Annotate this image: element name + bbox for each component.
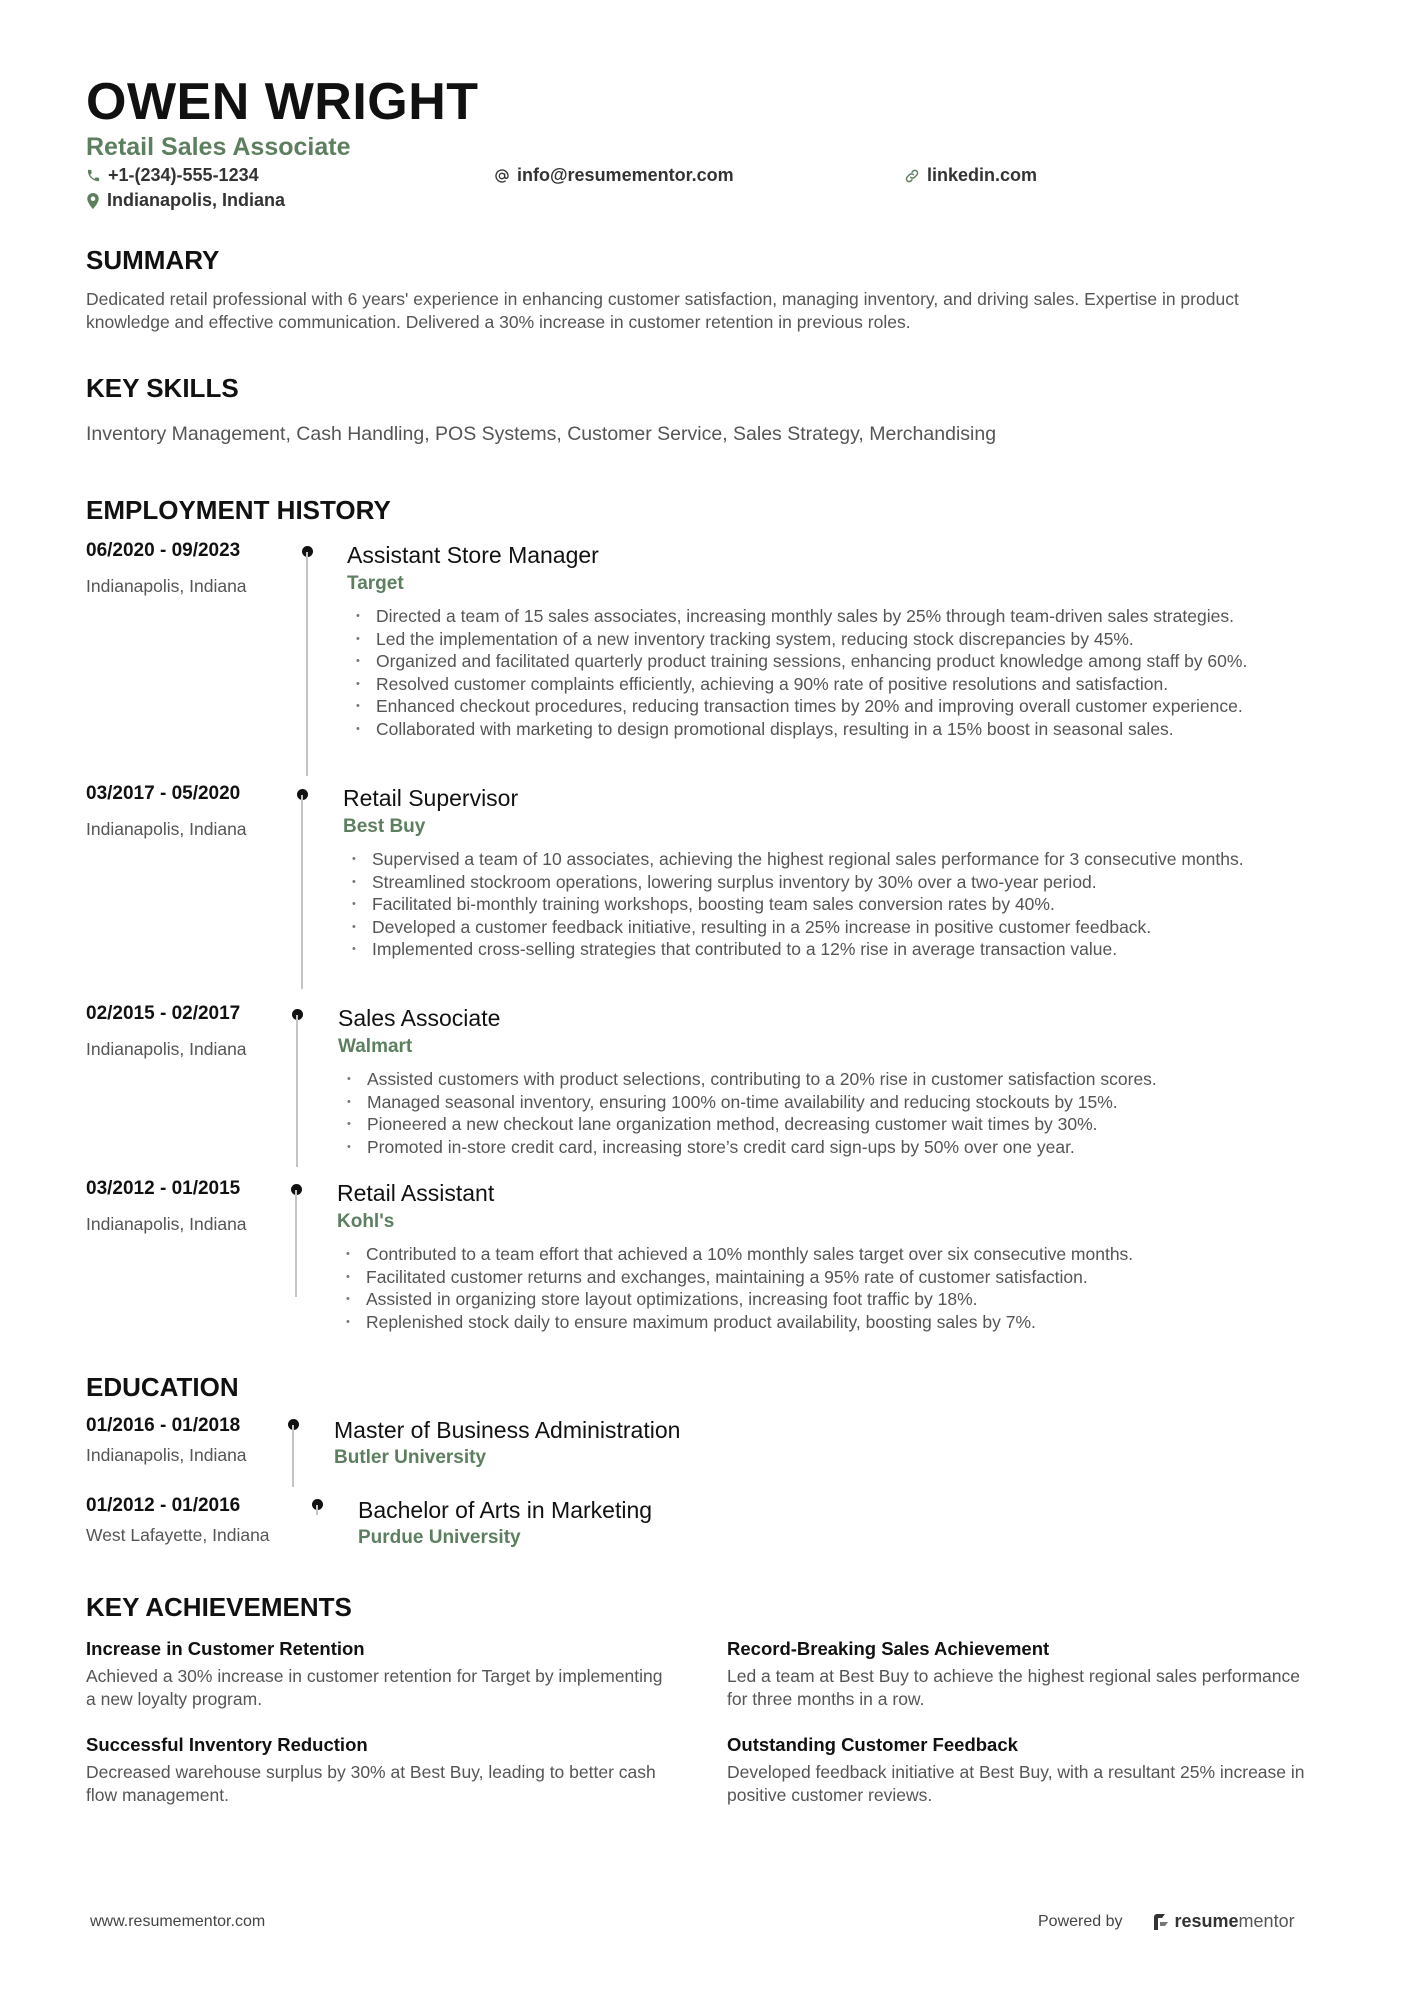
phone-icon <box>86 168 101 183</box>
contact-phone <box>86 165 259 186</box>
job-bullet: • Led the implementation of a new inventory tracking system, reducing stock discrepancies by 45%. <box>347 628 1346 651</box>
footer-website[interactable]: www.resumementor.com <box>90 1913 266 1930</box>
job-entry <box>86 783 1346 993</box>
education-heading: EDUCATION <box>86 1372 239 1402</box>
job-bullet: • Collaborated with marketing to design promotional displays, resulting in a 15% boost in seasonal sales. <box>347 718 1346 741</box>
education-school: Butler University <box>334 1447 487 1468</box>
linkedin-link[interactable]: linkedin.com <box>927 165 1038 185</box>
skills-heading: KEY SKILLS <box>86 373 239 403</box>
job-location: Indianapolis, Indiana <box>86 819 247 839</box>
education-details <box>334 1415 680 1471</box>
job-bullet: • Replenished stock daily to ensure maximum product availability, boosting sales by 7%. <box>337 1311 1346 1334</box>
brand-name-bold: resume <box>1174 1911 1239 1931</box>
education-dates: 01/2016 - 01/2018 <box>86 1415 241 1436</box>
job-dates: 03/2017 - 05/2020 <box>86 783 241 804</box>
brand-mark-icon <box>1153 1913 1169 1931</box>
location-text: Indianapolis, Indiana <box>107 190 286 210</box>
job-company: Kohl's <box>337 1211 395 1232</box>
contact-email <box>494 165 734 186</box>
brand-logo[interactable] <box>1153 1911 1295 1932</box>
timeline-line <box>316 1505 318 1515</box>
timeline-line <box>296 1015 298 1167</box>
job-bullet: • Promoted in-store credit card, increasing store’s credit card sign-ups by 50% over one year. <box>338 1136 1346 1159</box>
job-bullet: • Assisted customers with product selections, contributing to a 20% rise in customer satisfaction scores. <box>338 1068 1346 1091</box>
job-dates: 06/2020 - 09/2023 <box>86 540 241 561</box>
footer-powered-by <box>1038 1911 1295 1932</box>
job-location: Indianapolis, Indiana <box>86 1214 247 1234</box>
education-degree: Bachelor of Arts in Marketing <box>358 1497 653 1523</box>
employment-heading: EMPLOYMENT HISTORY <box>86 495 391 525</box>
job-bullet: • Facilitated customer returns and exchanges, maintaining a 95% rate of customer satisfaction. <box>337 1266 1346 1289</box>
summary-heading: SUMMARY <box>86 245 220 275</box>
brand-name-light: mentor <box>1238 1911 1295 1931</box>
achievement-title: Record-Breaking Sales Achievement <box>727 1638 1050 1659</box>
education-school: Purdue University <box>358 1527 521 1548</box>
job-entry <box>86 540 1346 770</box>
education-degree: Master of Business Administration <box>334 1417 681 1443</box>
job-bullets <box>337 1243 1346 1333</box>
job-dates: 03/2012 - 01/2015 <box>86 1178 241 1199</box>
job-details <box>343 783 1346 961</box>
job-location: Indianapolis, Indiana <box>86 1039 247 1059</box>
achievement-description: Achieved a 30% increase in customer retention for Target by implementing a new loyalty program. <box>86 1666 663 1709</box>
job-bullet: • Organized and facilitated quarterly product training sessions, enhancing product knowledge among staff by 60%. <box>347 650 1346 673</box>
job-bullet: • Contributed to a team effort that achieved a 10% monthly sales target over six consecutive months. <box>337 1243 1346 1266</box>
achievement-item <box>86 1637 676 1711</box>
achievement-item <box>727 1637 1317 1711</box>
timeline-line <box>292 1425 294 1487</box>
education-location: Indianapolis, Indiana <box>86 1445 247 1465</box>
job-bullets <box>338 1068 1346 1158</box>
phone-text[interactable]: +1-(234)-555-1234 <box>108 165 259 185</box>
contact-location <box>86 190 285 211</box>
job-role: Sales Associate <box>338 1005 501 1031</box>
job-bullet: • Managed seasonal inventory, ensuring 100% on-time availability and reducing stockouts by 15%. <box>338 1091 1346 1114</box>
achievement-title: Increase in Customer Retention <box>86 1638 365 1659</box>
email-link[interactable]: info@resumementor.com <box>517 165 734 185</box>
job-company: Target <box>347 573 404 594</box>
summary-text: Dedicated retail professional with 6 years' experience in enhancing customer satisfaction, managing inventory, and driving sales. Expertise in product knowledge and effective communication. Delivered a 30% increase in customer retention in previous roles. <box>86 289 1239 332</box>
job-entry <box>86 1003 1346 1163</box>
location-pin-icon <box>86 193 100 209</box>
job-bullets <box>343 848 1346 961</box>
job-bullets <box>347 605 1346 741</box>
achievements-heading: KEY ACHIEVEMENTS <box>86 1592 352 1622</box>
job-bullet: • Enhanced checkout procedures, reducing transaction times by 20% and improving overall customer experience. <box>347 695 1346 718</box>
achievement-description: Led a team at Best Buy to achieve the highest regional sales performance for three months in a row. <box>727 1666 1300 1709</box>
achievement-item <box>727 1733 1317 1807</box>
job-company: Best Buy <box>343 816 426 837</box>
education-dates: 01/2012 - 01/2016 <box>86 1495 241 1516</box>
job-bullet: • Pioneered a new checkout lane organization method, decreasing customer wait times by 30%. <box>338 1113 1346 1136</box>
education-entry <box>86 1495 986 1575</box>
job-bullet: • Implemented cross-selling strategies that contributed to a 12% rise in average transaction value. <box>343 938 1346 961</box>
job-role: Retail Assistant <box>337 1180 495 1206</box>
achievement-item <box>86 1733 676 1807</box>
job-entry <box>86 1178 1346 1338</box>
achievement-description: Decreased warehouse surplus by 30% at Best Buy, leading to better cash flow management. <box>86 1762 656 1805</box>
job-bullet: • Facilitated bi-monthly training workshops, boosting team sales conversion rates by 40%. <box>343 893 1346 916</box>
timeline-line <box>295 1190 297 1297</box>
job-bullet: • Directed a team of 15 sales associates, increasing monthly sales by 25% through team-driven sales strategies. <box>347 605 1346 628</box>
education-entry <box>86 1415 986 1495</box>
timeline-line <box>306 552 308 776</box>
achievement-title: Successful Inventory Reduction <box>86 1734 368 1755</box>
job-dates: 02/2015 - 02/2017 <box>86 1003 241 1024</box>
skills-text: Inventory Management, Cash Handling, POS Systems, Customer Service, Sales Strategy, Merchandising <box>86 423 997 445</box>
at-icon <box>494 168 510 184</box>
link-icon <box>904 168 920 184</box>
job-bullet: • Developed a customer feedback initiative, resulting in a 25% increase in positive customer feedback. <box>343 916 1346 939</box>
job-details <box>337 1178 1346 1333</box>
job-bullet: • Streamlined stockroom operations, lowering surplus inventory by 30% over a two-year period. <box>343 871 1346 894</box>
candidate-name: OWEN WRIGHT <box>86 73 479 131</box>
job-bullet: • Resolved customer complaints efficiently, achieving a 90% rate of positive resolutions and satisfaction. <box>347 673 1346 696</box>
job-location: Indianapolis, Indiana <box>86 576 247 596</box>
timeline-line <box>301 795 303 989</box>
job-details <box>347 540 1346 741</box>
contact-linkedin <box>904 165 1037 186</box>
education-details <box>358 1495 652 1551</box>
education-location: West Lafayette, Indiana <box>86 1525 270 1545</box>
job-company: Walmart <box>338 1036 413 1057</box>
job-role: Assistant Store Manager <box>347 542 599 568</box>
powered-by-label: Powered by <box>1038 1912 1123 1930</box>
job-role: Retail Supervisor <box>343 785 519 811</box>
job-details <box>338 1003 1346 1158</box>
achievement-description: Developed feedback initiative at Best Buy, with a resultant 25% increase in positive customer reviews. <box>727 1762 1305 1805</box>
candidate-title: Retail Sales Associate <box>86 133 351 161</box>
job-bullet: • Supervised a team of 10 associates, achieving the highest regional sales performance for 3 consecutive months. <box>343 848 1346 871</box>
job-bullet: • Assisted in organizing store layout optimizations, increasing foot traffic by 18%. <box>337 1288 1346 1311</box>
achievement-title: Outstanding Customer Feedback <box>727 1734 1018 1755</box>
